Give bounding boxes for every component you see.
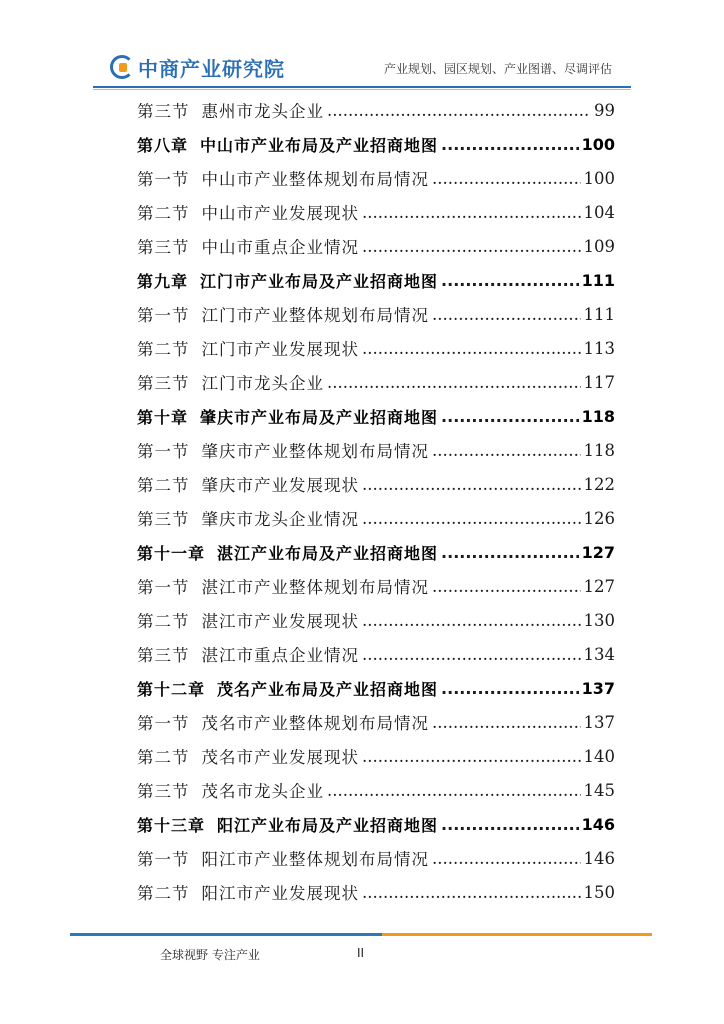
- toc-entry-number: 第一节: [137, 578, 190, 597]
- toc-dot-leader: [441, 135, 579, 154]
- toc-dot-leader: [432, 713, 581, 732]
- toc-entry-number: 第三节: [137, 238, 190, 257]
- toc-section-entry[interactable]: [137, 637, 615, 671]
- toc-entry-title: 阳江市产业发展现状: [201, 884, 359, 903]
- toc-dot-leader: [441, 679, 579, 698]
- toc-entry-title: 湛江产业布局及产业招商地图: [217, 543, 439, 563]
- toc-entry-page: 104: [583, 202, 615, 222]
- toc-entry-page: 140: [583, 746, 615, 766]
- toc-entry-number: 第一节: [137, 714, 190, 733]
- table-of-contents: [137, 93, 615, 909]
- toc-entry-page: 134: [583, 644, 615, 664]
- toc-dot-leader: [362, 203, 581, 222]
- toc-section-entry[interactable]: [137, 331, 615, 365]
- company-logo: [110, 52, 285, 82]
- toc-entry-number: 第十三章: [137, 815, 206, 835]
- logo-icon: [110, 55, 134, 79]
- toc-entry-number: 第三节: [137, 646, 190, 665]
- toc-entry-number: 第八章: [137, 135, 189, 155]
- toc-entry-page: 137: [583, 712, 615, 732]
- toc-entry-title: 肇庆市龙头企业情况: [201, 510, 359, 529]
- toc-dot-leader: [441, 407, 579, 426]
- toc-entry-number: 第十二章: [137, 679, 206, 699]
- toc-entry-title: 湛江市产业发展现状: [201, 612, 359, 631]
- toc-entry-title: 中山市产业布局及产业招商地图: [200, 135, 439, 155]
- footer-page-number: II: [357, 946, 365, 960]
- toc-dot-leader: [432, 577, 581, 596]
- toc-entry-page: 137: [581, 678, 615, 698]
- toc-section-entry[interactable]: [137, 195, 615, 229]
- toc-entry-number: 第二节: [137, 612, 190, 631]
- toc-chapter-entry[interactable]: [137, 127, 615, 161]
- toc-entry-title: 茂名市产业发展现状: [201, 748, 359, 767]
- toc-entry-page: 113: [583, 338, 615, 358]
- toc-section-entry[interactable]: [137, 603, 615, 637]
- toc-entry-number: 第二节: [137, 204, 190, 223]
- footer-slogan: 全球视野 专注产业: [160, 948, 260, 962]
- toc-entry-page: 150: [583, 882, 615, 902]
- toc-chapter-entry[interactable]: [137, 671, 615, 705]
- toc-entry-number: 第三节: [137, 102, 190, 121]
- toc-dot-leader: [441, 815, 579, 834]
- toc-chapter-entry[interactable]: [137, 399, 615, 433]
- toc-section-entry[interactable]: [137, 705, 615, 739]
- toc-dot-leader: [362, 509, 581, 528]
- toc-section-entry[interactable]: [137, 433, 615, 467]
- toc-entry-page: 146: [581, 814, 615, 834]
- toc-section-entry[interactable]: [137, 569, 615, 603]
- header-tagline: 产业规划、园区规划、产业图谱、尽调评估: [383, 62, 612, 76]
- toc-entry-number: 第二节: [137, 748, 190, 767]
- toc-chapter-entry[interactable]: [137, 263, 615, 297]
- toc-entry-page: 111: [581, 270, 615, 290]
- toc-dot-leader: [432, 169, 581, 188]
- footer-divider-orange: [382, 933, 652, 936]
- toc-entry-page: 100: [583, 168, 615, 188]
- toc-chapter-entry[interactable]: [137, 807, 615, 841]
- toc-entry-page: 146: [583, 848, 615, 868]
- toc-entry-title: 茂名产业布局及产业招商地图: [217, 679, 439, 699]
- toc-entry-number: 第三节: [137, 374, 190, 393]
- toc-entry-title: 中山市产业发展现状: [201, 204, 359, 223]
- toc-entry-page: 126: [583, 508, 615, 528]
- toc-section-entry[interactable]: [137, 365, 615, 399]
- toc-entry-title: 中山市产业整体规划布局情况: [201, 170, 429, 189]
- toc-entry-number: 第九章: [137, 271, 189, 291]
- toc-section-entry[interactable]: [137, 875, 615, 909]
- header-divider: [93, 86, 631, 88]
- toc-entry-title: 江门市产业整体规划布局情况: [201, 306, 429, 325]
- toc-dot-leader: [362, 475, 581, 494]
- toc-entry-title: 中山市重点企业情况: [201, 238, 359, 257]
- toc-dot-leader: [432, 441, 581, 460]
- toc-section-entry[interactable]: [137, 229, 615, 263]
- toc-entry-page: 100: [581, 134, 615, 154]
- toc-dot-leader: [432, 849, 581, 868]
- toc-section-entry[interactable]: [137, 161, 615, 195]
- toc-entry-number: 第二节: [137, 884, 190, 903]
- toc-entry-page: 99: [594, 100, 615, 120]
- toc-entry-page: 122: [583, 474, 615, 494]
- toc-section-entry[interactable]: [137, 841, 615, 875]
- toc-entry-number: 第三节: [137, 782, 190, 801]
- toc-section-entry[interactable]: [137, 93, 615, 127]
- toc-entry-page: 127: [583, 576, 615, 596]
- toc-entry-title: 肇庆市产业发展现状: [201, 476, 359, 495]
- toc-dot-leader: [362, 611, 581, 630]
- header-divider-thin: [93, 89, 631, 90]
- toc-dot-leader: [362, 883, 581, 902]
- toc-entry-page: 111: [583, 304, 615, 324]
- toc-entry-title: 肇庆市产业整体规划布局情况: [201, 442, 429, 461]
- toc-entry-page: 109: [583, 236, 615, 256]
- toc-entry-number: 第十章: [137, 407, 189, 427]
- toc-dot-leader: [441, 271, 579, 290]
- toc-entry-number: 第一节: [137, 306, 190, 325]
- logo-text: 中商产业研究院: [138, 56, 285, 81]
- toc-entry-page: 130: [583, 610, 615, 630]
- toc-entry-title: 茂名市产业整体规划布局情况: [201, 714, 429, 733]
- toc-entry-page: 118: [583, 440, 615, 460]
- toc-entry-page: 118: [581, 406, 615, 426]
- toc-entry-title: 江门市产业发展现状: [201, 340, 359, 359]
- toc-entry-title: 惠州市龙头企业: [201, 102, 324, 121]
- toc-entry-number: 第三节: [137, 510, 190, 529]
- toc-entry-number: 第一节: [137, 170, 190, 189]
- toc-section-entry[interactable]: [137, 739, 615, 773]
- toc-entry-title: 阳江产业布局及产业招商地图: [217, 815, 439, 835]
- toc-dot-leader: [362, 339, 581, 358]
- toc-entry-title: 江门市产业布局及产业招商地图: [200, 271, 439, 291]
- toc-entry-title: 肇庆市产业布局及产业招商地图: [200, 407, 439, 427]
- toc-entry-page: 127: [581, 542, 615, 562]
- toc-section-entry[interactable]: [137, 297, 615, 331]
- toc-entry-title: 阳江市产业整体规划布局情况: [201, 850, 429, 869]
- toc-entry-title: 茂名市龙头企业: [201, 782, 324, 801]
- toc-dot-leader: [327, 101, 591, 120]
- toc-entry-number: 第一节: [137, 442, 190, 461]
- toc-dot-leader: [362, 747, 581, 766]
- toc-entry-title: 湛江市重点企业情况: [201, 646, 359, 665]
- toc-dot-leader: [362, 237, 581, 256]
- footer-divider-blue: [70, 933, 382, 936]
- toc-entry-page: 145: [583, 780, 615, 800]
- toc-section-entry[interactable]: [137, 501, 615, 535]
- toc-entry-number: 第十一章: [137, 543, 206, 563]
- toc-entry-page: 117: [583, 372, 615, 392]
- toc-dot-leader: [432, 305, 581, 324]
- toc-dot-leader: [327, 781, 581, 800]
- toc-entry-number: 第二节: [137, 340, 190, 359]
- toc-dot-leader: [327, 373, 581, 392]
- toc-entry-title: 江门市龙头企业: [201, 374, 324, 393]
- toc-dot-leader: [362, 645, 581, 664]
- toc-section-entry[interactable]: [137, 773, 615, 807]
- toc-entry-number: 第一节: [137, 850, 190, 869]
- toc-entry-number: 第二节: [137, 476, 190, 495]
- toc-section-entry[interactable]: [137, 467, 615, 501]
- toc-dot-leader: [441, 543, 579, 562]
- page-header: [0, 0, 724, 92]
- toc-entry-title: 湛江市产业整体规划布局情况: [201, 578, 429, 597]
- toc-chapter-entry[interactable]: [137, 535, 615, 569]
